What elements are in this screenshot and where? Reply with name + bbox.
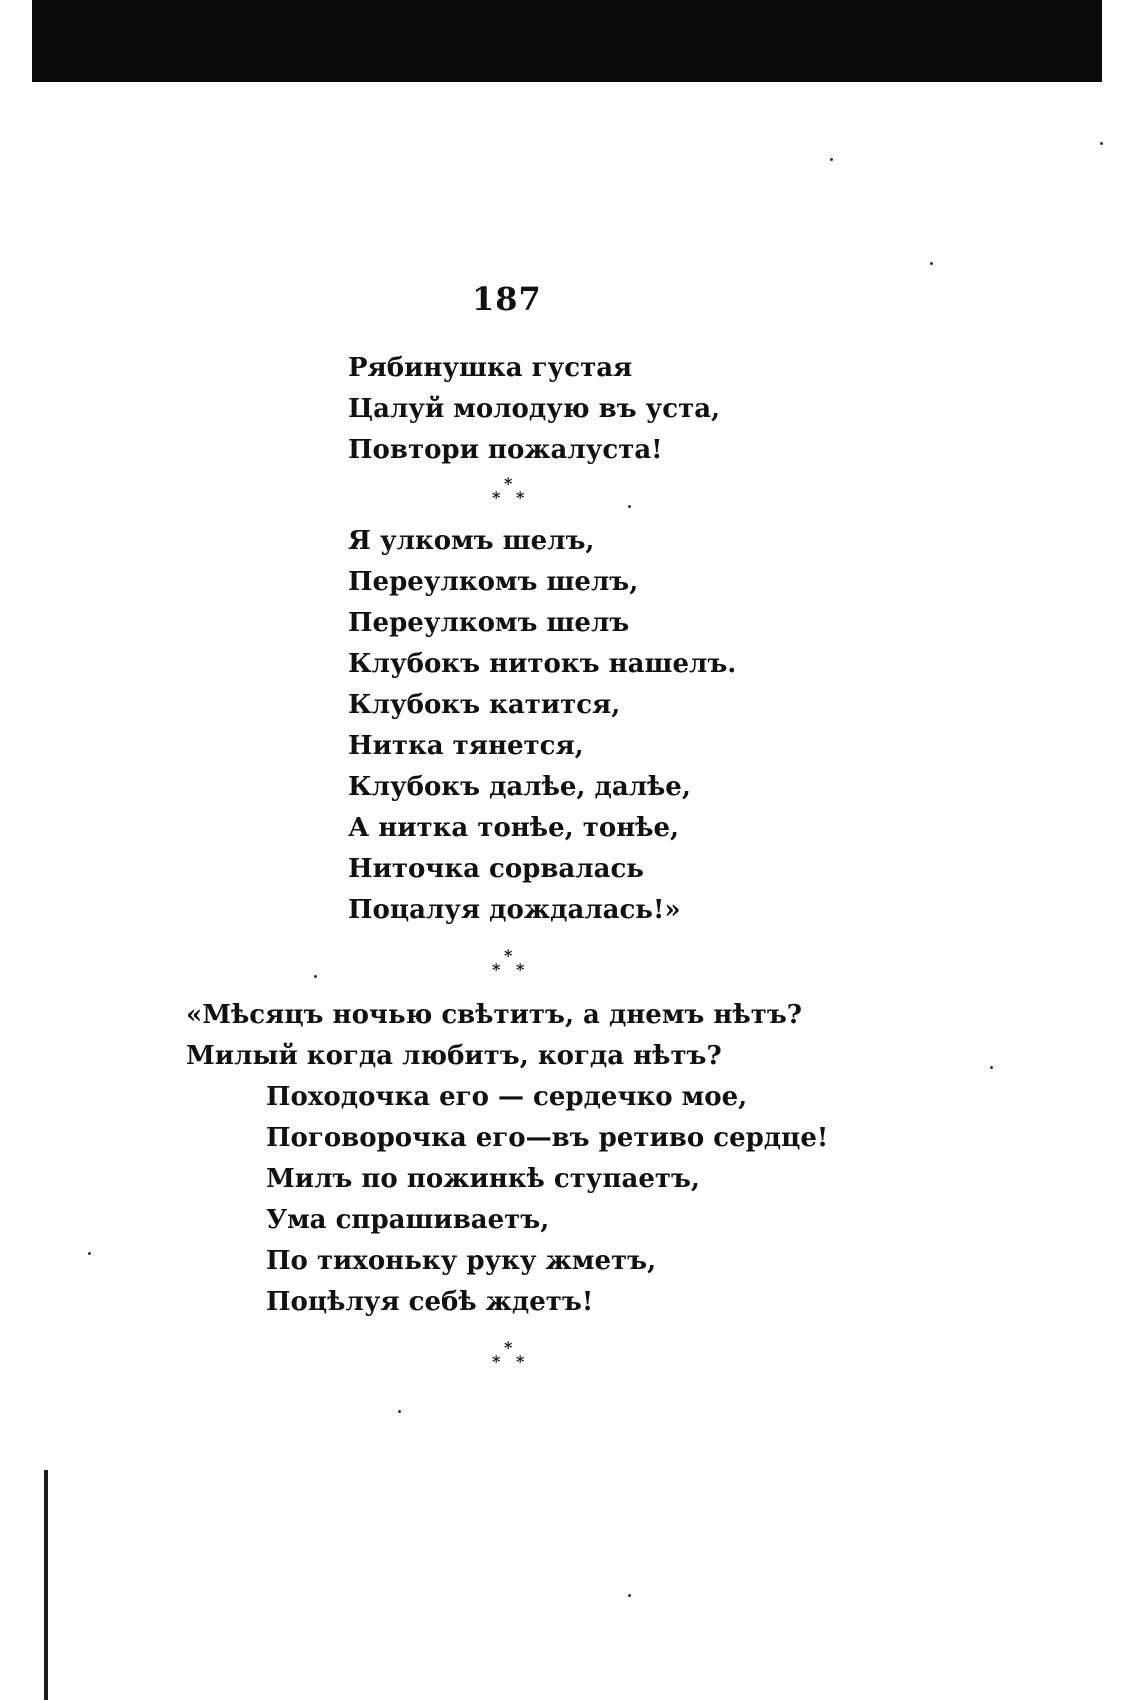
stanza-2 [348,521,736,931]
asterisk: * [492,1352,501,1371]
asterism-separator [478,1338,538,1378]
verse-line: Клубокъ нитокъ нашелъ. [348,649,737,679]
asterisk: * [504,1338,513,1357]
scan-speck [628,505,631,508]
scan-speck [628,1594,631,1597]
page-number: 187 [472,280,542,318]
verse-line: Переулкомъ шелъ [348,608,630,638]
verse-line: Поцалуя дождалась!» [348,895,681,925]
asterisk: * [516,1352,525,1371]
verse-line: Ниточка сорвалась [348,854,644,884]
scan-speck [990,1066,993,1069]
verse-line: Переулкомъ шелъ, [348,567,639,597]
stanza-1 [348,348,720,471]
asterisk: * [504,946,513,965]
scan-speck [930,262,933,265]
scan-speck [88,1252,91,1255]
verse-line: Я улкомъ шелъ, [348,526,595,556]
verse-line: Нитка тянется, [348,731,584,761]
scan-top-band [32,0,1102,82]
asterisk: * [516,488,525,507]
verse-line: Клубокъ далѣе, далѣе, [348,772,691,802]
verse-line: По тихоньку руку жметъ, [266,1246,657,1276]
verse-line: Походочка его — сердечко мое, [266,1082,748,1112]
asterisk: * [516,960,525,979]
verse-line: «Мѣсяцъ ночью свѣтитъ, а днемъ нѣтъ? [186,1000,803,1030]
verse-line: Клубокъ катится, [348,690,621,720]
verse-line: Повтори пожалуста! [348,435,663,465]
verse-line: Ума спрашиваетъ, [266,1205,550,1235]
stanza-3-body [266,1077,828,1323]
asterism-separator [478,474,538,514]
asterisk: * [492,960,501,979]
scan-left-edge [44,1470,48,1700]
verse-line: А нитка тонѣе, тонѣе, [348,813,680,843]
verse-line: Цалуй молодую въ уста, [348,394,721,424]
stanza-3-opening [186,995,802,1077]
asterisk: * [504,474,513,493]
verse-line: Поговорочка его—въ ретиво сердце! [266,1123,829,1153]
scan-speck [1100,142,1103,145]
scan-speck [830,158,833,161]
verse-line: Поцѣлуя себѣ ждетъ! [266,1287,594,1317]
scan-speck [314,975,317,978]
verse-line: Милый когда любитъ, когда нѣтъ? [186,1041,722,1071]
verse-line: Рябинушка густая [348,353,633,383]
scan-speck [398,1410,401,1413]
asterisk: * [492,488,501,507]
verse-line: Милъ по пожинкѣ ступаетъ, [266,1164,700,1194]
asterism-separator [478,946,538,986]
